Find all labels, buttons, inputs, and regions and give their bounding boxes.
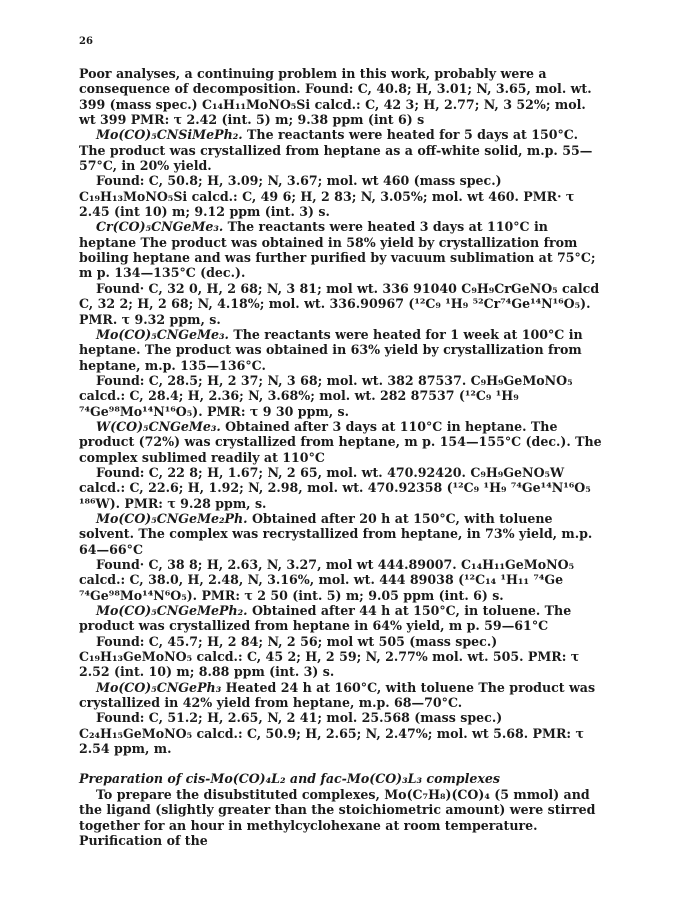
compound-title: Mo(CO)₅CNGeMe₂Ph. bbox=[96, 510, 248, 526]
compound-title: Cr(CO)₅CNGeMe₃. bbox=[96, 219, 224, 235]
paragraph-text: Obtained after 20 h at 150°C, with toluene solvent. The complex was recrystallized from heptane, in 73% yield, m.p. 64—66°C bbox=[79, 510, 593, 557]
paragraph: Found: C, 22 8; H, 1.67; N, 2 65, mol. wt. 470.92420. C₉H₉GeNO₅W calcd.: C, 22.6; H, 1.92; N, 2.98, mol. wt. 470.92358 (¹²C₉ ¹H₉ ⁷⁴Ge¹⁴N¹⁶O₅ ¹⁸⁶W). PMR: τ 9.28 ppm, s. bbox=[79, 464, 591, 511]
paragraph-text: The reactants were heated for 1 week at 100°C in heptane. The product was obtained in 63% yield by crystallization from heptane, m.p. 135—136°C. bbox=[79, 326, 583, 373]
paragraph-text: Obtained after 44 h at 150°C, in toluene. The product was crystallized from heptane in 64% yield, m p. 59—61°C bbox=[79, 603, 572, 634]
paragraph-text: Heated 24 h at 160°C, with toluene The product was crystallized in 42% yield from heptane, m.p. 68—70°C. bbox=[79, 679, 596, 711]
compound-title: Mo(CO)₅CNGeMePh₂. bbox=[96, 603, 248, 619]
paragraph-text: The reactants were heated 3 days at 110°C in heptane The product was obtained in 58% yield by crystallization from boiling heptane and was further purified by vacuum sublimation at 75°C; m p. 134—135°C (dec.). bbox=[79, 219, 596, 281]
paragraph bbox=[79, 511, 604, 557]
section-heading: Preparation of cis-Mo(CO)₄L₂ and fac-Mo(CO)₃L₃ complexes bbox=[79, 771, 501, 787]
compound-title: Mo(CO)₅CNGePh₃ bbox=[96, 679, 222, 695]
compound-title: W(CO)₅CNGeMe₃. bbox=[96, 418, 221, 434]
paragraph bbox=[79, 680, 604, 711]
paragraph bbox=[79, 219, 604, 280]
paragraph-text: The reactants were heated for 5 days at 150°C. The product was crystallized from heptane as a off-white solid, m.p. 55—57°C, in 20% yield. bbox=[79, 127, 593, 174]
paragraph: Poor analyses, a continuing problem in this work, probably were a consequence of decomposition. Found: C, 40.8; H, 3.01; N, 3.65, mol. wt. 399 (mass spec.) C₁₄H₁₁MoNO₅Si calcd.: C, 42 3; H, 2.77; N, 3 52%; mol. wt 399 PMR: τ 2.42 (int. 5) m; 9.38 ppm (int 6) s bbox=[79, 66, 592, 128]
paragraph bbox=[79, 127, 604, 173]
paragraph: To prepare the disubstituted complexes, Mo(C₇H₈)(CO)₄ (5 mmol) and the ligand (slightly greater than the stoichiometric amount) were stirred together for an hour in methylcyclohexane at room temperature. Purification of the bbox=[79, 786, 596, 848]
paragraph: Found· C, 32 0, H, 2 68; N, 3 81; mol wt. 336 91040 C₉H₉CrGeNO₅ calcd C, 32 2; H, 2 68; N, 4.18%; mol. wt. 336.90967 (¹²C₉ ¹H₉ ⁵²Cr⁷⁴Ge¹⁴N¹⁶O₅). PMR. τ 9.32 ppm, s. bbox=[79, 280, 600, 327]
paragraph bbox=[79, 603, 604, 634]
paragraph: Found: C, 51.2; H, 2.65, N, 2 41; mol. 25.568 (mass spec.) C₂₄H₁₅GeMoNO₅ calcd.: C, 50.9; H, 2.65; N, 2.47%; mol. wt 5.68. PMR: τ 2.54 ppm, m. bbox=[79, 710, 584, 757]
compound-title: Mo(CO)₅CNGeMe₃. bbox=[96, 326, 229, 342]
paragraph: Found· C, 38 8; H, 2.63, N, 3.27, mol wt 444.89007. C₁₄H₁₁GeMoNO₅ calcd.: C, 38.0, H, 2.48, N, 3.16%, mol. wt. 444 89038 (¹²C₁₄ ¹H₁₁ ⁷⁴Ge ⁷⁴Ge⁹⁸Mo¹⁴N⁶O₅). PMR: τ 2 50 (int. 5) m; 9.05 ppm (int. 6) s. bbox=[79, 557, 575, 603]
paragraph bbox=[79, 419, 604, 465]
paragraph: Found: C, 50.8; H, 3.09; N, 3.67; mol. wt 460 (mass spec.) C₁₉H₁₃MoNO₅Si calcd.: C, 49 6; H, 2 83; N, 3.05%; mol. wt 460. PMR· τ 2.45 (int 10) m; 9.12 ppm (int. 3) s. bbox=[79, 173, 575, 220]
paragraph: Found: C, 45.7; H, 2 84; N, 2 56; mol wt 505 (mass spec.) C₁₉H₁₃GeMoNO₅ calcd.: C, 45 2; H, 2 59; N, 2.77% mol. wt. 505. PMR: τ 2.52 (int. 10) m; 8.88 ppm (int. 3) s. bbox=[79, 633, 580, 680]
page-number: 26 bbox=[79, 36, 93, 47]
body-text bbox=[79, 66, 604, 848]
compound-title: Mo(CO)₅CNSiMePh₂. bbox=[96, 127, 243, 143]
paragraph-text: Obtained after 3 days at 110°C in heptane. The product (72%) was crystallized from heptane, m p. 154—155°C (dec.). The complex sublimed readily at 110°C bbox=[79, 418, 602, 465]
paragraph: Found: C, 28.5; H, 2 37; N, 3 68; mol. wt. 382 87537. C₉H₉GeMoNO₅ calcd.: C, 28.4; H, 2.36; N, 3.68%; mol. wt. 282 87537 (¹²C₉ ¹H₉ ⁷⁴Ge⁹⁸Mo¹⁴N¹⁶O₅). PMR: τ 9 30 ppm, s. bbox=[79, 372, 573, 419]
paragraph bbox=[79, 327, 604, 373]
